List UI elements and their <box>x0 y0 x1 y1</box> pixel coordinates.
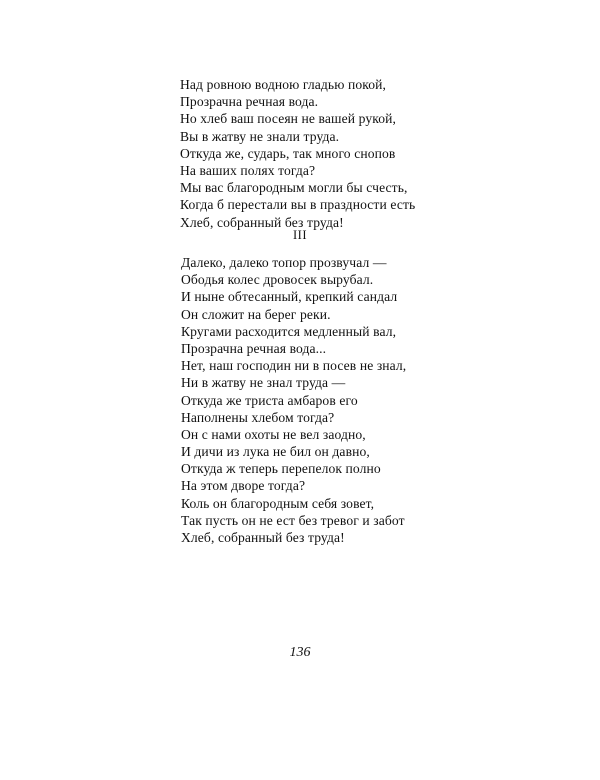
poem-line: Хлеб, собранный без труда! <box>181 530 345 545</box>
page-number: 136 <box>289 645 311 660</box>
poem-line: Откуда же, сударь, так много снопов <box>180 145 396 161</box>
poem-line: Вы в жатву не знали труда. <box>180 128 340 144</box>
section-number: III <box>293 228 307 242</box>
poem-line: Прозрачна речная вода... <box>181 340 327 356</box>
poem-line: И ныне обтесанный, крепкий сандал <box>181 289 398 305</box>
poem-line: Так пусть он не ест без тревог и забот <box>181 512 405 528</box>
poem-line: Ободья колес дровосек вырубал. <box>181 272 374 288</box>
poem-line: Ни в жатву не знал труда — <box>181 375 346 391</box>
poem-line: Откуда ж теперь перепелок полно <box>181 461 381 477</box>
poem-line: Далеко, далеко топор прозвучал — <box>181 255 387 270</box>
poem-line: Кругами расходится медленный вал, <box>181 323 397 339</box>
poem-line: Откуда же триста амбаров его <box>181 392 358 408</box>
poem-line: На ваших полях тогда? <box>180 162 316 178</box>
poem-line: На этом дворе тогда? <box>181 478 306 494</box>
poem-line: Когда б перестали вы в праздности есть <box>180 197 416 213</box>
poem-line: И дичи из лука не бил он давно, <box>181 444 370 460</box>
poem-line: Прозрачна речная вода. <box>180 94 319 110</box>
poem-line: Он с нами охоты не вел заодно, <box>181 426 366 442</box>
poem-stanza-1 <box>180 76 415 231</box>
poem-line: Мы вас благородным могли бы счесть, <box>180 180 408 196</box>
poem-line: Нет, наш господин ни в посев не знал, <box>181 358 407 374</box>
poem-line: Но хлеб ваш посеян не вашей рукой, <box>180 111 397 127</box>
poem-line: Над ровною водною гладью покой, <box>180 77 387 92</box>
poem-line: Наполнены хлебом тогда? <box>181 409 335 425</box>
poem-line: Коль он благородным себя зовет, <box>181 495 375 511</box>
poem-line: Хлеб, собранный без труда! <box>180 214 344 230</box>
poem-stanza-2 <box>181 254 406 546</box>
poem-line: Он сложит на берег реки. <box>181 306 331 322</box>
